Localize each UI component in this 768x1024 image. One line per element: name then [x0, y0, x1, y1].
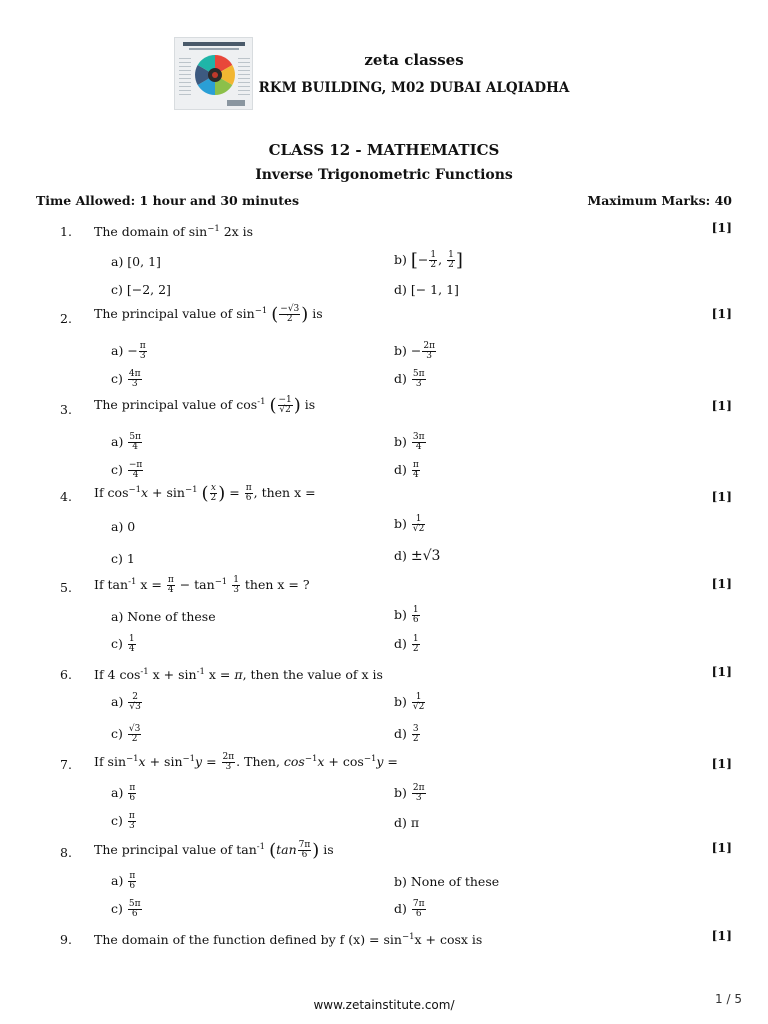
question-number: 7. [60, 757, 72, 772]
option-a-label: a) [111, 434, 124, 449]
option-c: c) $\frac{\pi}{3}$ [111, 811, 135, 831]
question-marks: [1] [711, 306, 732, 321]
option-d-label: d) [394, 548, 407, 563]
time-allowed: Time Allowed: 1 hour and 30 minutes [36, 193, 299, 208]
question-number: 3. [60, 402, 72, 417]
option-b: b) $\frac{1}{√2}$ [394, 514, 425, 534]
option-a: a) None of these [111, 609, 216, 624]
option-a: a) 0 [111, 519, 136, 534]
option-b: b) None of these [394, 874, 500, 889]
footer-website-link[interactable]: www.zetainstitute.com/ [313, 998, 455, 1012]
option-b: b) $\frac{1}{6}$ [394, 605, 419, 625]
question-number: 9. [60, 932, 72, 947]
option-d-label: d) [394, 901, 407, 916]
option-c-label: c) [111, 726, 123, 741]
subject-title: Inverse Trigonometric Functions [255, 167, 513, 183]
maximum-marks: Maximum Marks: 40 [587, 193, 732, 208]
option-d-label: d) [394, 636, 407, 651]
question-number: 8. [60, 845, 72, 860]
option-b: b) − $\frac{2\pi}{3}$ [394, 341, 435, 361]
option-a: a) − $\frac{\pi}{3}$ [111, 341, 146, 361]
page-number: 1 / 5 [715, 992, 742, 1006]
option-a-label: a) [111, 873, 124, 888]
option-b: b) [− $\frac{1}{2}$ , $\frac{1}{2}$ ] [394, 250, 463, 271]
logo-footer-mark [227, 100, 245, 106]
option-c: c) $\frac{4\pi}{3}$ [111, 369, 141, 389]
question-text: The principal value of $\tan^{-1} (\tan$ $\frac{7\pi}{6}$ ) is [94, 840, 334, 861]
option-c: c) $\frac{1}{4}$ [111, 634, 135, 654]
question-text: If 4 $\cos^{-1} x + \sin^{-1} x = \pi$, then the value of x is [94, 667, 383, 683]
option-c-label: c) [111, 813, 123, 828]
option-a: a) $\frac{\pi}{6}$ [111, 783, 136, 803]
question-text: The principal value of $\sin^{-1}$ ( $\frac{-√3}{2}$ ) is [94, 304, 323, 325]
question-text: The domain of $\sin^{-1} 2x$ is [94, 224, 254, 240]
question-number: 1. [60, 224, 72, 239]
option-a: a) $\frac{2}{√3}$ [111, 692, 141, 712]
option-b: b) $\frac{3\pi}{4}$ [394, 432, 425, 452]
option-b-label: b) [394, 343, 407, 358]
option-a: a) $\frac{\pi}{6}$ [111, 871, 136, 891]
logo-banner [183, 42, 245, 46]
option-b-label: b) [394, 516, 407, 531]
option-d: d) ±√3 [394, 548, 441, 564]
option-a-label: a) [111, 343, 124, 358]
question-text: If $\cos^{-1}x + \sin^{-1}$ ( $\frac{x}{2}$ ) = $\frac{\pi}{6}$ , then x = [94, 483, 316, 504]
option-d-label: d) [394, 462, 407, 477]
question-marks: [1] [711, 576, 732, 591]
option-b-label: b) [394, 434, 407, 449]
option-b-label: b) [394, 785, 407, 800]
question-marks: [1] [711, 220, 732, 235]
institute-name: zeta classes [364, 51, 464, 69]
class-title: CLASS 12 - MATHEMATICS [268, 141, 500, 159]
logo-subbanner [189, 48, 239, 50]
question-text: If $\tan^{-1} x$ = $\frac{\pi}{4}$ − $\tan^{-1}$ $\frac{1}{3}$ then x = ? [94, 575, 310, 595]
option-a-label: a) [111, 694, 124, 709]
option-d-label: d) [394, 726, 407, 741]
option-d: d) π [394, 815, 420, 830]
option-c-label: c) [111, 636, 123, 651]
question-marks: [1] [711, 928, 732, 943]
question-marks: [1] [711, 664, 732, 679]
option-c: c) 1 [111, 551, 135, 566]
option-d: d) $\frac{1}{2}$ [394, 634, 419, 654]
question-marks: [1] [711, 398, 732, 413]
question-number: 5. [60, 580, 72, 595]
option-b-label: b) [394, 252, 407, 267]
option-d: d) $\frac{\pi}{4}$ [394, 460, 419, 480]
option-d: d) [− 1, 1] [394, 282, 459, 297]
question-text: The principal value of $\cos^{-1}$ ( $\frac{-1}{√2}$ ) is [94, 395, 316, 416]
option-c-label: c) [111, 371, 123, 386]
option-b: b) $\frac{1}{√2}$ [394, 692, 425, 712]
question-text: If $\sin^{-1}x + \sin^{-1}y$ = $\frac{2\pi}{3}$ . Then, $\cos^{-1}x + \cos^{-1}y$ = [94, 752, 398, 772]
option-c-label: c) [111, 462, 123, 477]
option-a: a) [0, 1] [111, 254, 161, 269]
institute-address: RKM BUILDING, M02 DUBAI ALQIADHA [258, 80, 570, 96]
question-number: 2. [60, 311, 72, 326]
option-a-label: a) [111, 785, 124, 800]
option-d: d) $\frac{5\pi}{3}$ [394, 369, 425, 389]
option-d-label: d) [394, 371, 407, 386]
option-b: b) $\frac{2\pi}{3}$ [394, 783, 425, 803]
question-number: 4. [60, 489, 72, 504]
option-d: d) $\frac{3}{2}$ [394, 724, 419, 744]
question-marks: [1] [711, 489, 732, 504]
option-c: c) $\frac{√3}{2}$ [111, 724, 141, 744]
question-marks: [1] [711, 756, 732, 771]
institute-logo [174, 37, 253, 110]
question-text: The domain of the function defined by f $(x) = \sin^{-1}x + \cos x$ is [94, 932, 483, 948]
option-d: d) $\frac{7\pi}{6}$ [394, 899, 425, 919]
option-c: c) $\frac{5\pi}{6}$ [111, 899, 141, 919]
option-b-label: b) [394, 607, 407, 622]
option-c: c) [−2, 2] [111, 282, 171, 297]
question-number: 6. [60, 667, 72, 682]
question-marks: [1] [711, 840, 732, 855]
option-c: c) $\frac{-\pi}{4}$ [111, 460, 143, 480]
option-b-label: b) [394, 694, 407, 709]
option-c-label: c) [111, 901, 123, 916]
option-a: a) $\frac{5\pi}{4}$ [111, 432, 141, 452]
